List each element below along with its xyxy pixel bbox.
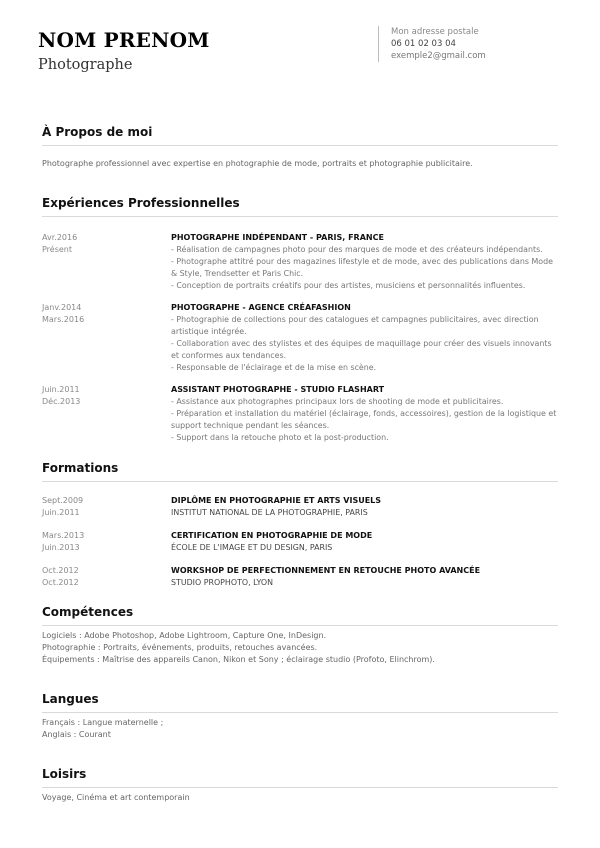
- date-end: Présent: [42, 244, 73, 254]
- hobbies-section: [42, 767, 558, 804]
- experience-section: [42, 196, 558, 444]
- date-end: Juin.2011: [42, 507, 80, 517]
- contact-email[interactable]: exemple2@gmail.com: [391, 51, 486, 61]
- languages-heading: Langues: [42, 692, 558, 713]
- experience-entry: [42, 384, 558, 444]
- experience-line: - Réalisation de campagnes photo pour des marques de mode et des créateurs indépendants.: [171, 245, 543, 254]
- date-start: Avr.2016: [42, 233, 78, 242]
- skills-section: [42, 605, 558, 666]
- language-line: Français : Langue maternelle ;: [42, 718, 164, 727]
- education-dates: [42, 530, 162, 554]
- skill-line: Équipements : Maîtrise des appareils Canon, Nikon et Sony ; éclairage studio (Profoto, Elinchrom).: [42, 655, 435, 664]
- experience-line: - Conception de portraits créatifs pour des artistes, musiciens et personnalités influentes.: [171, 281, 526, 290]
- education-school: ÉCOLE DE L'IMAGE ET DU DESIGN, PARIS: [171, 543, 333, 552]
- experience-title: PHOTOGRAPHE INDÉPENDANT - PARIS, FRANCE: [171, 233, 384, 242]
- experience-title: ASSISTANT PHOTOGRAPHE - STUDIO FLASHART: [171, 385, 385, 394]
- experience-heading: Expériences Professionnelles: [42, 196, 558, 217]
- date-start: Juin.2011: [42, 385, 80, 394]
- experience-line: - Photographe attitré pour des magazines lifestyle et de mode, avec des publications dans Mode & Style, Trendsetter et Paris Chic.: [171, 257, 553, 278]
- education-school: STUDIO PROPHOTO, LYON: [171, 578, 273, 587]
- date-start: Oct.2012: [42, 566, 79, 575]
- languages-section: [42, 692, 558, 741]
- education-section: [42, 461, 558, 589]
- date-end: Mars.2016: [42, 314, 85, 324]
- experience-line: - Photographie de collections pour des catalogues et campagnes publicitaires, avec direction artistique intégrée.: [171, 315, 539, 336]
- education-entry: [42, 530, 558, 554]
- experience-line: - Support dans la retouche photo et la post-production.: [171, 433, 389, 442]
- hobbies-text: Voyage, Cinéma et art contemporain: [42, 793, 190, 802]
- experience-title: PHOTOGRAPHE - AGENCE CRÉAFASHION: [171, 303, 351, 312]
- contact-block: [378, 26, 486, 62]
- contact-address: Mon adresse postale: [391, 27, 479, 37]
- experience-entry: [42, 302, 558, 374]
- date-end: Oct.2012: [42, 577, 79, 587]
- date-start: Janv.2014: [42, 303, 82, 312]
- skills-heading: Compétences: [42, 605, 558, 626]
- experience-line: - Assistance aux photographes principaux lors de shooting de mode et publicitaires.: [171, 397, 504, 406]
- hobbies-heading: Loisirs: [42, 767, 558, 788]
- experience-line: - Préparation et installation du matériel (éclairage, fonds, accessoires), gestion de la logistique et support technique pendant les séances.: [171, 409, 557, 430]
- experience-line: - Responsable de l'éclairage et de la mise en scène.: [171, 363, 377, 372]
- job-title: Photographe: [38, 57, 133, 73]
- date-end: Déc.2013: [42, 396, 81, 406]
- experience-dates: [42, 384, 162, 408]
- date-end: Juin.2013: [42, 542, 80, 552]
- experience-dates: [42, 232, 162, 256]
- education-entry: [42, 565, 558, 589]
- education-school: INSTITUT NATIONAL DE LA PHOTOGRAPHIE, PARIS: [171, 508, 368, 517]
- education-heading: Formations: [42, 461, 558, 482]
- language-line: Anglais : Courant: [42, 730, 111, 739]
- date-start: Mars.2013: [42, 531, 85, 540]
- person-name: NOM PRENOM: [38, 28, 210, 52]
- contact-phone: 06 01 02 03 04: [391, 39, 456, 49]
- about-heading: À Propos de moi: [42, 125, 558, 146]
- education-entry: [42, 495, 558, 519]
- education-title: CERTIFICATION EN PHOTOGRAPHIE DE MODE: [171, 531, 373, 540]
- education-title: WORKSHOP DE PERFECTIONNEMENT EN RETOUCHE PHOTO AVANCÉE: [171, 566, 481, 575]
- education-title: DIPLÔME EN PHOTOGRAPHIE ET ARTS VISUELS: [171, 496, 382, 505]
- about-section: [42, 125, 558, 170]
- experience-dates: [42, 302, 162, 326]
- education-dates: [42, 495, 162, 519]
- experience-entry: [42, 232, 558, 292]
- cv-header: [0, 0, 600, 110]
- skill-line: Logiciels : Adobe Photoshop, Adobe Lightroom, Capture One, InDesign.: [42, 631, 327, 640]
- about-text: Photographe professionnel avec expertise en photographie de mode, portraits et photographie publicitaire.: [42, 159, 473, 168]
- education-dates: [42, 565, 162, 589]
- experience-line: - Collaboration avec des stylistes et des équipes de maquillage pour créer des visuels innovants et conformes aux tendances.: [171, 339, 552, 360]
- date-start: Sept.2009: [42, 496, 84, 505]
- skill-line: Photographie : Portraits, événements, produits, retouches avancées.: [42, 643, 318, 652]
